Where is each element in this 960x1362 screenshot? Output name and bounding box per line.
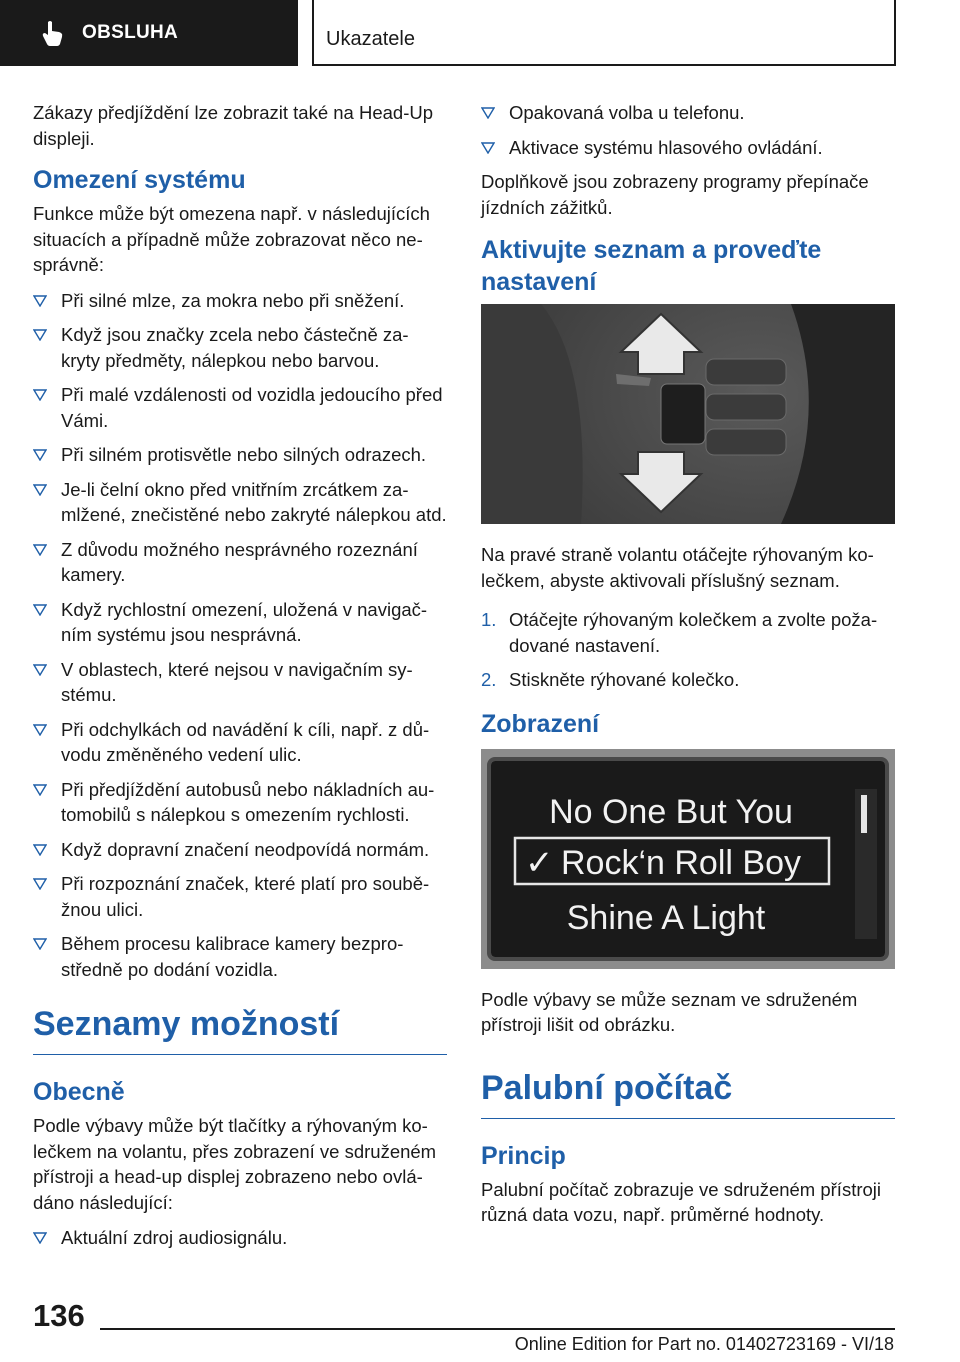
steering-wheel-photo [481,304,895,524]
general-text: Podle výbavy může být tlačítky a rýhovaným ko- lečkem na volantu, přes zobrazení ve sdruženém přístroji a head-up displej zobrazeno nebo ovlá- dáno následující: [33,1115,437,1213]
triangle-bullet-icon [33,329,47,341]
triangle-bullet-icon [33,938,47,950]
triangle-bullet-icon [481,107,495,119]
triangle-bullet-icon [33,1232,47,1244]
list-item-text: Během procesu kalibrace kamery bezpro- středně po dodání vozidla. [61,933,404,980]
limits-list [33,288,447,983]
list-item [33,477,447,528]
list-option-selected: Rock‘n Roll Boy [561,843,801,882]
list-item-text: Z důvodu možného nesprávného rozeznání kamery. [61,538,418,585]
list-item-text: Když dopravní značení neodpovídá normám. [61,838,430,860]
left-column [33,100,447,1260]
steps-list [481,607,895,693]
section-tab [0,0,298,66]
step-item [481,667,895,693]
list-item-text: Když jsou značky zcela nebo částečně za- kryty předměty, nálepkou nebo barvou. [61,324,409,371]
display-text: Podle výbavy se může seznam ve sdruženém přístroji lišit od obrázku. [481,988,858,1035]
display-heading: Zobrazení [481,709,600,738]
list-option: Shine A Light [566,898,766,937]
list-item-text: Opakovaná volba u telefonu. [509,102,745,123]
section-label: OBSLUHA [82,22,179,43]
list-item-text: Je-li čelní okno před vnitřním zrcátkem za- mlžené, znečistěné nebo zakryté nálepkou atd. [61,478,447,525]
step-number: 1. [481,609,497,630]
chapter-tab [312,0,896,66]
list-item [33,837,447,863]
footer-divider [100,1328,895,1330]
step-text: Stiskněte rýhované kolečko. [509,669,740,690]
list-item-text: Aktivace systému hlasového ovládání. [509,136,823,158]
activate-heading: Aktivujte seznam a proveďte nastavení [481,236,822,296]
list-item-text: Při rozpoznání značek, které platí pro soubě- žnou ulici. [61,873,430,920]
list-item [481,100,895,126]
lists-section-heading: Seznamy možností [33,1004,447,1055]
list-item-text: Když rychlostní omezení, uložená v navigač- ním systému jsou nesprávná. [61,598,428,645]
hand-pointer-icon [42,20,64,46]
triangle-bullet-icon [33,844,47,856]
list-item-text: Při silné mlze, za mokra nebo při sněžení. [61,289,405,311]
instrument-cluster-list-image [481,749,895,969]
edition-text: Online Edition for Part no. 01402723169 - VI/18 [514,1334,894,1354]
principle-heading: Princip [481,1141,566,1170]
triangle-bullet-icon [33,724,47,736]
list-item [33,537,447,588]
list-item [33,777,447,828]
step-item [481,607,895,658]
list-item-text: Při silném protisvětle nebo silných odrazech. [61,444,427,465]
list-item [33,382,447,433]
page-header [0,0,960,66]
step-number: 2. [481,669,497,690]
triangle-bullet-icon [33,664,47,676]
programs-text: Doplňkově jsou zobrazeny programy přepínače jízdních zážitků. [481,171,869,218]
intro-text: Zákazy předjíždění lze zobrazit také na Head-Up displeji. [33,102,434,149]
triangle-bullet-icon [33,389,47,401]
limits-heading: Omezení systému [33,166,246,194]
scrollbar-thumb [861,795,867,833]
page-number: 136 [33,1298,85,1333]
triangle-bullet-icon [33,544,47,556]
list-item-text: Aktuální zdroj audiosignálu. [61,1227,288,1248]
triangle-bullet-icon [33,449,47,461]
list-item [33,1225,447,1251]
list-item-text: V oblastech, které nejsou v navigačním sy- stému. [61,658,413,705]
limits-intro: Funkce může být omezena např. v následujících situacích a případně může zobrazovat něco ne- správně: [33,203,430,275]
chapter-label: Ukazatele [326,28,415,50]
triangle-bullet-icon [33,484,47,496]
list-item-text: Při odchylkách od navádění k cíli, např. z dů- vodu změněného vedení ulic. [61,718,430,765]
list-item [33,288,447,314]
list-item [33,931,447,982]
triangle-bullet-icon [481,142,495,154]
list-item [33,322,447,373]
general-list [33,1225,447,1251]
triangle-bullet-icon [33,878,47,890]
list-item-text: Při malé vzdálenosti od vozidla jedoucího před Vámi. [61,384,443,431]
step-text: Otáčejte rýhovaným kolečkem a zvolte poža- dované nastavení. [509,609,878,656]
list-item-text: Při předjíždění autobusů nebo nákladních au- tomobilů s nálepkou s omezením rychlosti. [61,778,435,825]
general-heading: Obecně [33,1078,125,1106]
check-icon: ✓ [525,843,554,882]
triangle-bullet-icon [33,295,47,307]
computer-section-heading: Palubní počítač [481,1068,895,1119]
principle-text: Palubní počítač zobrazuje ve sdruženém přístroji různá data vozu, např. průměrné hodnoty. [481,1178,882,1225]
list-item [33,657,447,708]
general-list-continued [481,100,895,160]
list-item [33,717,447,768]
list-option: No One But You [549,792,793,831]
list-item [33,442,447,468]
triangle-bullet-icon [33,604,47,616]
triangle-bullet-icon [33,784,47,796]
list-item [33,871,447,922]
list-item [33,597,447,648]
list-item [481,135,895,161]
right-column [481,100,895,1242]
wheel-text: Na pravé straně volantu otáčejte rýhovaným ko- lečkem, abyste aktivovali příslušný seznam. [481,544,874,591]
